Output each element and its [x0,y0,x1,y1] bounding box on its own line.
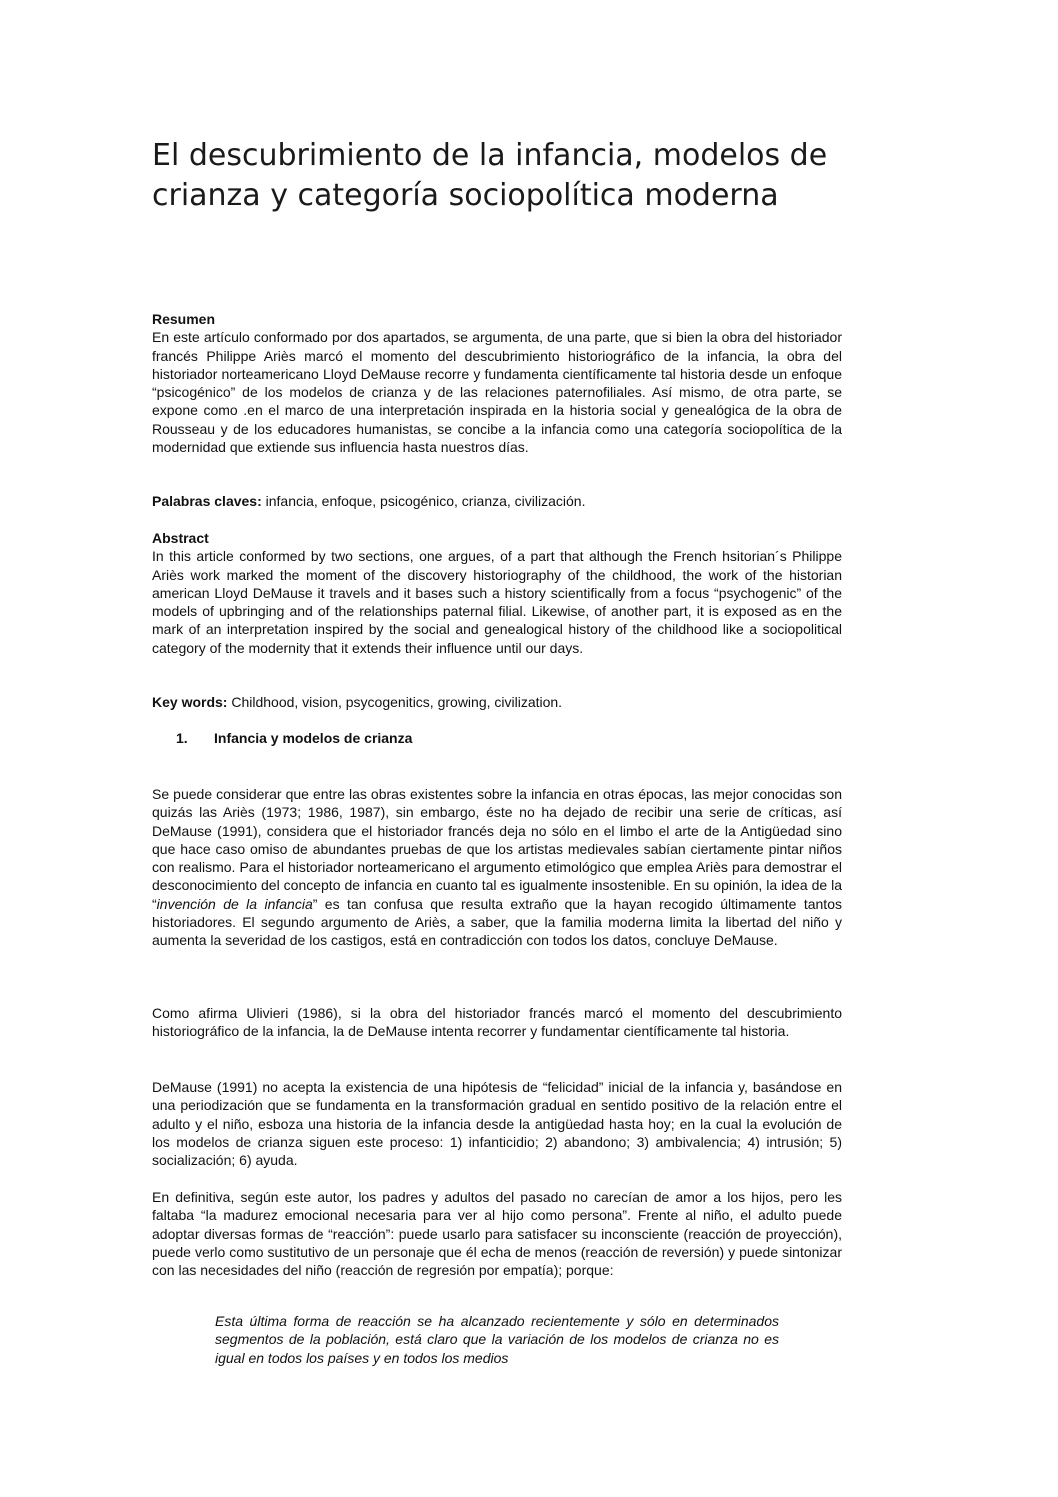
paragraph-3: DeMause (1991) no acepta la existencia de una hipótesis de “felicidad” inicial de la infancia y, basándose en una periodización que se fundamenta en la transformación gradual en sentido positivo de la relación entre el adulto y el niño, esboza una historia de la infancia desde la antigüedad hasta hoy; en la cual la evolución de los modelos de crianza siguen este proceso: 1) infanticidio; 2) abandono; 3) ambivalencia; 4) intrusión; 5) socialización; 6) ayuda. [152,1079,842,1169]
abstract-text: In this article conformed by two sections, one argues, of a part that although the French hsitorian´s Philippe Ariès work marked the moment of the discovery historiography of the childhood, the work of the historian american Lloyd DeMause it travels and it bases such a history scientifically from a focus “psychogenic” of the models of upbringing and of the relationships paternal filial. Likewise, of another part, it is exposed as en the mark of an interpretation inspired by the social and genealogical history of the childhood like a sociopolitical category of the modernity that it extends their influence until our days. [152,548,842,656]
paragraph-1-text-b: ” es tan confusa que resulta extraño que la hayan recogido últimamente tantos historiadores. El segundo argumento de Ariès, a saber, que la familia moderna limita la libertad del niño y aumenta la severidad de los castigos, está en contradicción con todos los datos, concluye DeMause. [152,895,842,949]
key-words-text: Childhood, vision, psycogenitics, growing, civilization. [227,694,563,710]
palabras-claves-text: infancia, enfoque, psicogénico, crianza, civilización. [261,493,586,509]
paragraph-1-italic: invención de la infancia [156,895,313,912]
section-heading [176,730,412,746]
palabras-claves-label: Palabras claves: [152,493,262,509]
abstract-block [152,529,842,657]
key-words-line [152,693,842,711]
paragraph-1-text-a: Se puede considerar que entre las obras existentes sobre la infancia en otras épocas, las mejor conocidas son quizás las Ariès (1973; 1986, 1987), sin embargo, éste no ha dejado de recibir una serie de críticas, así DeMause (1991), considera que el historiador francés deja no sólo en el limbo el arte de la Antigüedad sino que hace caso omiso de abundantes pruebas de que los artistas medievales sabían ciertamente pintar niños con realismo. Para el historiador norteamericano el argumento etimológico que emplea Ariès para demostrar el desconocimiento del concepto de infancia en cuanto tal es igualmente insostenible. En su opinión, la idea de la “ [152,786,842,912]
paragraph-4: En definitiva, según este autor, los padres y adultos del pasado no carecían de amor a los hijos, pero les faltaba “la madurez emocional necesaria para ver al hijo como persona”. Frente al niño, el adulto puede adoptar diversas formas de “reacción”: puede usarlo para satisfacer su inconsciente (reacción de proyección), puede verlo como sustitutivo de un personaje que él echa de menos (reacción de reversión) y puede sintonizar con las necesidades del niño (reacción de regresión por empatía); porque: [152,1189,842,1279]
palabras-claves-line [152,492,842,510]
abstract-heading: Abstract [152,530,209,546]
section-number: 1. [176,730,188,746]
key-words-label: Key words: [152,694,228,710]
resumen-heading: Resumen [152,311,216,327]
blockquote: Esta última forma de reacción se ha alcanzado recientemente y sólo en determinados segmentos de la población, está claro que la variación de los modelos de crianza no es igual en todos los países y en todos los medios [215,1313,779,1366]
page-title: El descubrimiento de la infancia, modelos de crianza y categoría sociopolítica moderna [152,138,828,213]
resumen-block [152,310,842,456]
resumen-text: En este artículo conformado por dos apartados, se argumenta, de una parte, que si bien la obra del historiador francés Philippe Ariès marcó el momento del descubrimiento historiográfico de la infancia, la obra del historiador norteamericano Lloyd DeMause recorre y fundamenta científicamente tal historia desde un enfoque “psicogénico” de los modelos de crianza y de las relaciones paternofiliales. Así mismo, de otra parte, se expone como .en el marco de una interpretación inspirada en la historia social y genealógica de la obra de Rousseau y de los educadores humanistas, se concibe a la infancia como una categoría sociopolítica de la modernidad que extiende sus influencia hasta nuestros días. [152,329,842,456]
section-title: Infancia y modelos de crianza [214,730,413,746]
paragraph-2: Como afirma Ulivieri (1986), si la obra del historiador francés marcó el momento del descubrimiento historiográfico de la infancia, la de DeMause intenta recorrer y fundamentar científicamente tal historia. [152,1005,842,1040]
paragraph-1 [152,785,842,950]
